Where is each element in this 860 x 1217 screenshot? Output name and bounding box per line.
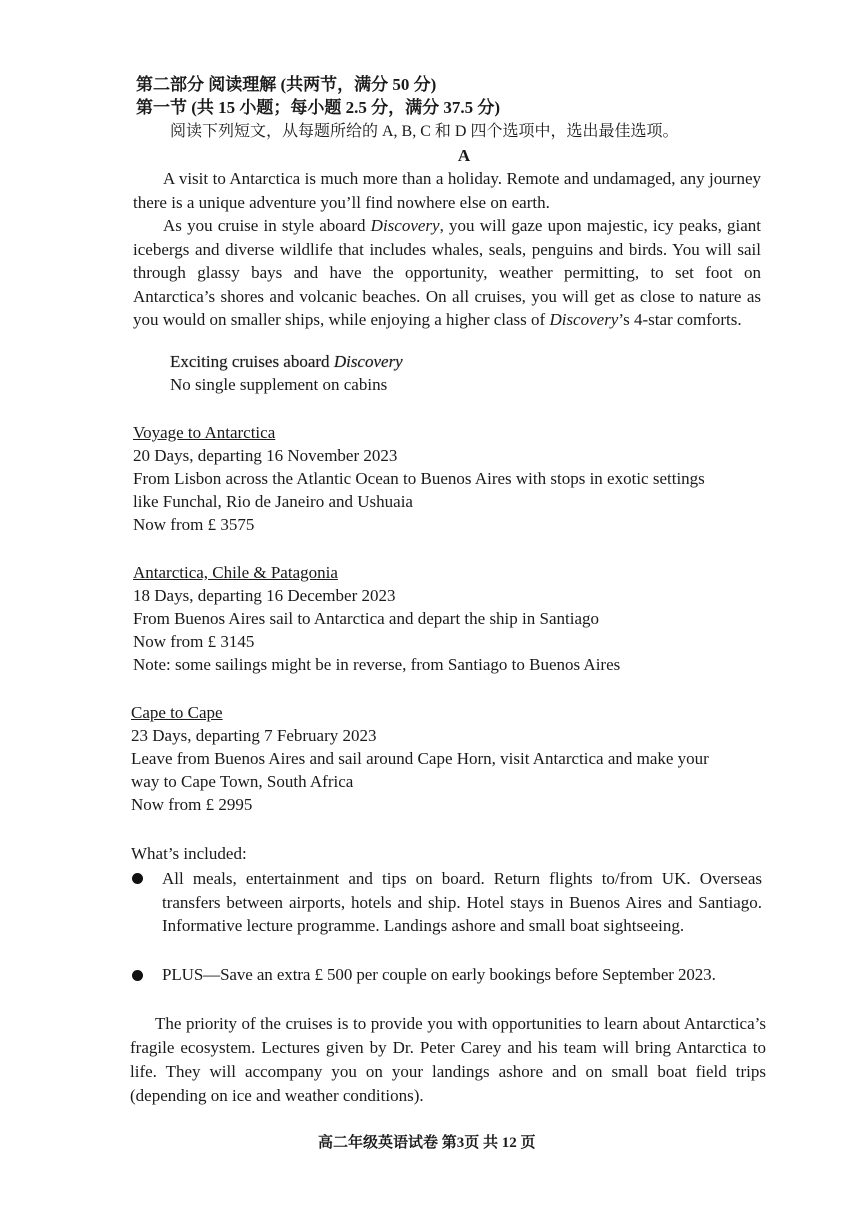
cruise-price: Now from £ 3575 — [133, 515, 255, 534]
cruise-description: From Buenos Aires sail to Antarctica and depart the ship in Santiago — [133, 609, 599, 628]
cruise-voyage-to-antarctica — [133, 421, 705, 536]
banner-title: Exciting cruises aboard Discovery — [170, 352, 403, 371]
bullet-icon — [132, 873, 143, 884]
cruise-description: From Lisbon across the Atlantic Ocean to Buenos Aires with stops in exotic settings — [133, 469, 705, 488]
banner-subtitle: No single supplement on cabins — [170, 375, 388, 394]
intro-paragraph-1: A visit to Antarctica is much more than a holiday. Remote and undamaged, any journey there is a unique adventure you’ll find nowhere else on earth. — [133, 169, 761, 212]
passage-letter: A — [457, 146, 471, 165]
cruise-cape-to-cape — [131, 701, 709, 816]
cruise-days: 18 Days, departing 16 December 2023 — [133, 586, 396, 605]
included-item-2: PLUS—Save an extra £ 500 per couple on early bookings before September 2023. — [162, 965, 716, 984]
cruise-description-cont: like Funchal, Rio de Janeiro and Ushuaia — [133, 492, 413, 511]
closing-paragraph: The priority of the cruises is to provide you with opportunities to learn about Antarctica’s fragile ecosystem. Lectures given by Dr. Peter Carey and his team will bring Antarctica to life. They will accompany you on your landings ashore and on small boat field trips (depending on ice and weather conditions). — [130, 1014, 766, 1105]
cruise-price: Now from £ 3145 — [133, 632, 255, 651]
cruise-days: 20 Days, departing 16 November 2023 — [133, 446, 398, 465]
cruise-note: Note: some sailings might be in reverse, from Santiago to Buenos Aires — [133, 655, 621, 674]
instruction: 阅读下列短文，从每题所给的 A, B, C 和 D 四个选项中，选出最佳选项。 — [170, 123, 679, 140]
page-footer: 高二年级英语试卷 第3页 共 12 页 — [318, 1135, 536, 1151]
cruise-description: Leave from Buenos Aires and sail around Cape Horn, visit Antarctica and make your — [131, 749, 709, 768]
cruise-name: Cape to Cape — [131, 703, 223, 722]
cruise-antarctica-chile-patagonia — [133, 561, 620, 676]
included-item-1: All meals, entertainment and tips on board. Return flights to/from UK. Overseas transfers between airports, hotels and ship. Hotel stays in Buenos Aires and Santiago. Informative lecture programme. Landings ashore and small boat sightseeing. — [162, 869, 762, 935]
section-title: 第一节 (共 15 小题；每小题 2.5 分，满分 37.5 分) — [136, 98, 501, 117]
cruise-name: Voyage to Antarctica — [133, 423, 276, 442]
cruise-description-cont: way to Cape Town, South Africa — [131, 772, 354, 791]
included-heading: What’s included: — [131, 844, 247, 863]
intro-paragraph-2: As you cruise in style aboard Discovery, you will gaze upon majestic, icy peaks, giant icebergs and diverse wildlife that includes whales, seals, penguins and birds. You will sail through glassy bays and have the opportunity, weather permitting, to set foot on Antarctica’s shores and volcanic beaches. On all cruises, you will get as close to nature as you would on smaller ships, while enjoying a higher class of Discovery’s 4-star comforts. — [133, 216, 761, 329]
cruise-price: Now from £ 2995 — [131, 795, 253, 814]
cruise-name: Antarctica, Chile & Patagonia — [133, 563, 338, 582]
part-title: 第二部分 阅读理解 (共两节，满分 50 分) — [136, 75, 437, 94]
bullet-icon — [132, 970, 143, 981]
cruise-days: 23 Days, departing 7 February 2023 — [131, 726, 377, 745]
